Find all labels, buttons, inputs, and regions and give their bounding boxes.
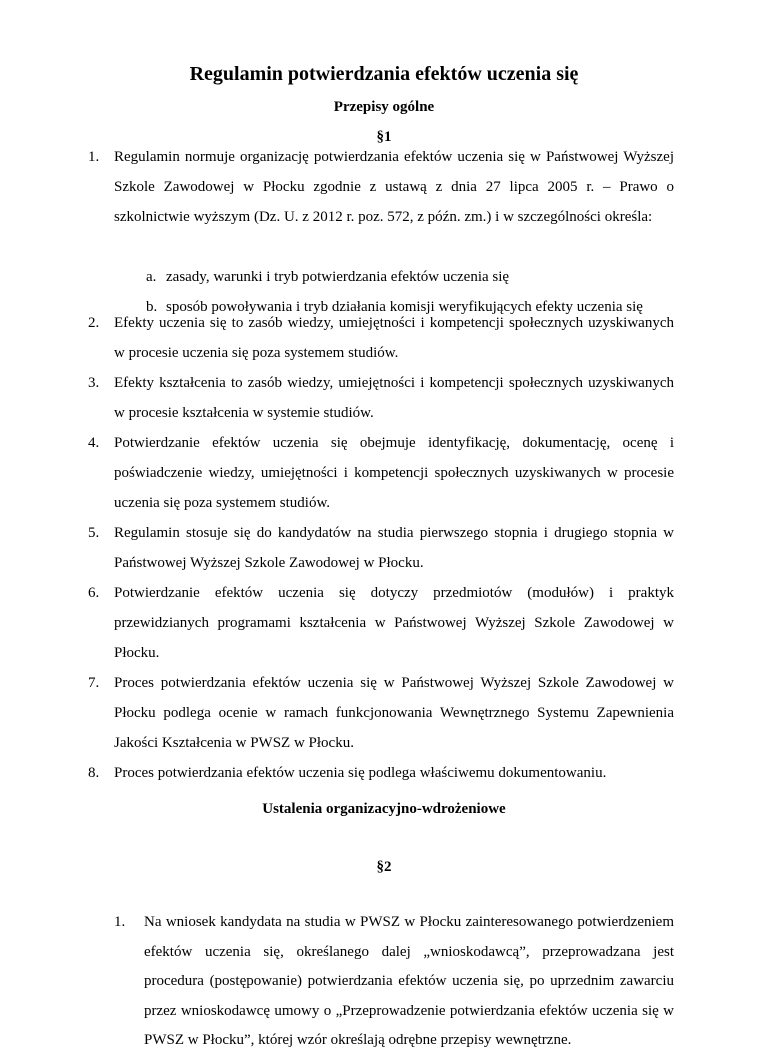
list-number: 7. [88,675,100,691]
list-number: 5. [88,525,100,541]
list-item [88,758,674,788]
list-item [88,668,674,758]
list-subitem [146,262,674,292]
list-item [88,518,674,578]
section1-paragraph-mark: §1 [376,129,392,145]
list-text: Na wniosek kandydata na studia w PWSZ w Płocku zainteresowanego potwierdzeniem efektów uczenia się, określanego dalej „wnioskodawcą”, przeprowadzana jest procedura (postępowanie) potwierdzania efektów uczenia się, po uprzednim zawarciu przez wnioskodawcę umowy o „Przeprowadzenie potwierdzania efektów uczenia się w PWSZ w Płocku”, której wzór określają odrębne przepisy wewnętrzne. [144,914,674,1048]
list-number: 6. [88,585,100,601]
list-number: 1. [88,149,100,165]
subitem-letter: b. [146,299,158,315]
list-item [114,908,674,1056]
list-item [88,578,674,668]
list-number: 3. [88,375,100,391]
list-text: Proces potwierdzania efektów uczenia się podlega właściwemu dokumentowaniu. [114,765,607,781]
section2-heading: Ustalenia organizacyjno-wdrożeniowe [262,801,506,817]
list-number: 8. [88,765,100,781]
list-text: Regulamin normuje organizację potwierdzania efektów uczenia się w Państwowej Wyższej Szkole Zawodowej w Płocku zgodnie z ustawą z dnia 27 lipca 2005 r. – Prawo o szkolnictwie wyższym (Dz. U. z 2012 r. poz. 572, z późn. zm.) i w szczególności określa: [114,149,674,225]
list-item [88,428,674,518]
list-number: 2. [88,315,100,331]
list-item [88,368,674,428]
list-text: Proces potwierdzania efektów uczenia się w Państwowej Wyższej Szkole Zawodowej w Płocku podlega ocenie w ramach funkcjonowania Wewnętrznego Systemu Zapewnienia Jakości Kształcenia w PWSZ w Płocku. [114,675,674,751]
list-text: Efekty uczenia się to zasób wiedzy, umiejętności i kompetencji społecznych uzyskiwanych w procesie uczenia się poza systemem studiów. [114,315,674,361]
list-text: Efekty kształcenia to zasób wiedzy, umiejętności i kompetencji społecznych uzyskiwanych w procesie kształcenia w systemie studiów. [114,375,674,421]
list-text: Potwierdzanie efektów uczenia się dotyczy przedmiotów (modułów) i praktyk przewidzianych programami kształcenia w Państwowej Wyższej Szkole Zawodowej w Płocku. [114,585,674,661]
list-text: Potwierdzanie efektów uczenia się obejmuje identyfikację, dokumentację, ocenę i poświadczenie wiedzy, umiejętności i kompetencji społecznych uzyskiwanych w procesie uczenia się poza systemem studiów. [114,435,674,511]
list-number: 1. [114,914,126,930]
list-item [88,142,674,232]
subitem-text: zasady, warunki i tryb potwierdzania efektów uczenia się [166,269,510,285]
list-text: Regulamin stosuje się do kandydatów na studia pierwszego stopnia i drugiego stopnia w Państwowej Wyższej Szkole Zawodowej w Płocku. [114,525,674,571]
section2-paragraph-mark: §2 [376,859,392,875]
document-title: Regulamin potwierdzania efektów uczenia się [189,63,579,85]
list-number: 4. [88,435,100,451]
list-item [88,308,674,368]
section1-heading: Przepisy ogólne [333,99,435,115]
subitem-text: sposób powoływania i tryb działania komisji weryfikujących efekty uczenia się [166,299,643,315]
subitem-letter: a. [146,269,157,285]
